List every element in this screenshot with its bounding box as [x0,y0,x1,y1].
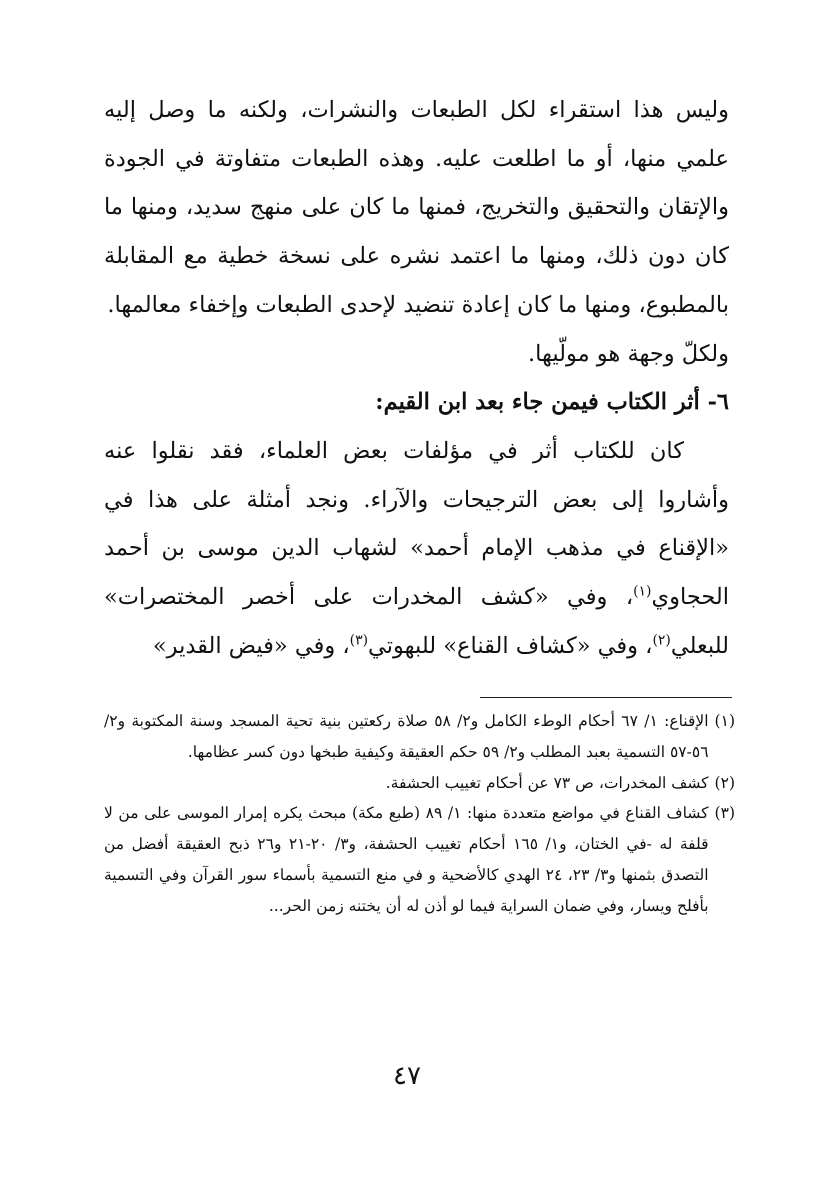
section-heading: ٦- أثر الكتاب فيمن جاء بعد ابن القيم: [375,389,729,416]
footnote-separator [480,697,732,698]
footnote-ref-3: (٣) [349,632,369,649]
footnotes [104,706,735,922]
footnote-1-text: الإقناع: ١/ ٦٧ أحكام الوطء الكامل و٢/ ٥٨ صلاة ركعتين بنية تحية المسجد وسنة المكتوبة و٢/ ٥٦-٥٧ التسمية بعبد المطلب و٢/ ٥٩ حكم العقيقة وكيفية طبخها دون كسر عظامها. [104,712,709,761]
footnote-2 [104,768,735,799]
paragraph-2: ولكلّ وجهة هو مولّيها. [527,340,729,367]
page-number: ٤٧ [393,1061,421,1091]
main-text [104,86,729,670]
paragraph-3 [104,427,729,671]
footnote-3-number: (٣) [714,804,735,823]
paragraph-3-part-2: ، وفي «كشف المخدرات على أخصر المختصرات» للبعلي [104,584,729,659]
footnote-3-text: كشاف القناع في مواضع متعددة منها: ١/ ٨٩ (طبع مكة) مبحث يكره إمرار الموسى على من لا قلفة له -في الختان، و١/ ١٦٥ أحكام تغييب الحشفة، و٣/ ٢٠-٢١ و٢٦ ذبح العقيقة أفضل من التصدق بثمنها و٣/ ٢٣، ٢٤ الهدي كالأضحية و في منع التسمية بأسماء سور القرآن وفي التسمية بأفلح ويسار، وفي ضمان السراية فيما لو أذن له أن يختنه زمن الحر... [104,804,709,915]
footnote-ref-2: (٢) [652,632,671,649]
paragraph-3-part-1: كان للكتاب أثر في مؤلفات بعض العلماء، فقد نقلوا عنه وأشاروا إلى بعض الترجيحات والآراء. ونجد أمثلة على هذا في «الإقناع في مذهب الإمام أحمد» لشهاب الدين موسى بن أحمد الحجاوي [104,437,729,611]
footnote-3 [104,798,735,921]
paragraph-1: وليس هذا استقراء لكل الطبعات والنشرات، ولكنه ما وصل إليه علمي منها، أو ما اطلعت عليه. وهذه الطبعات متفاوتة في الجودة والإتقان والتحقيق والتخريج، فمنها ما كان على منهج سديد، ومنها ما كان دون ذلك، ومنها ما اعتمد نشره على نسخة خطية مع المقابلة بالمطبوع، ومنها ما كان إعادة تنضيد لإحدى الطبعات وإخفاء معالمها. [104,97,729,318]
footnote-ref-1: (١) [633,583,652,600]
footnote-2-number: (٢) [714,773,735,792]
footnote-2-text: كشف المخدرات، ص ٧٣ عن أحكام تغييب الحشفة. [385,773,709,792]
footnote-1-number: (١) [714,712,735,730]
paragraph-3-part-4: ، وفي «فيض القدير» [152,632,350,659]
footnote-1 [104,706,735,768]
paragraph-3-part-3: ، وفي «كشاف القناع» للبهوتي [368,632,653,659]
